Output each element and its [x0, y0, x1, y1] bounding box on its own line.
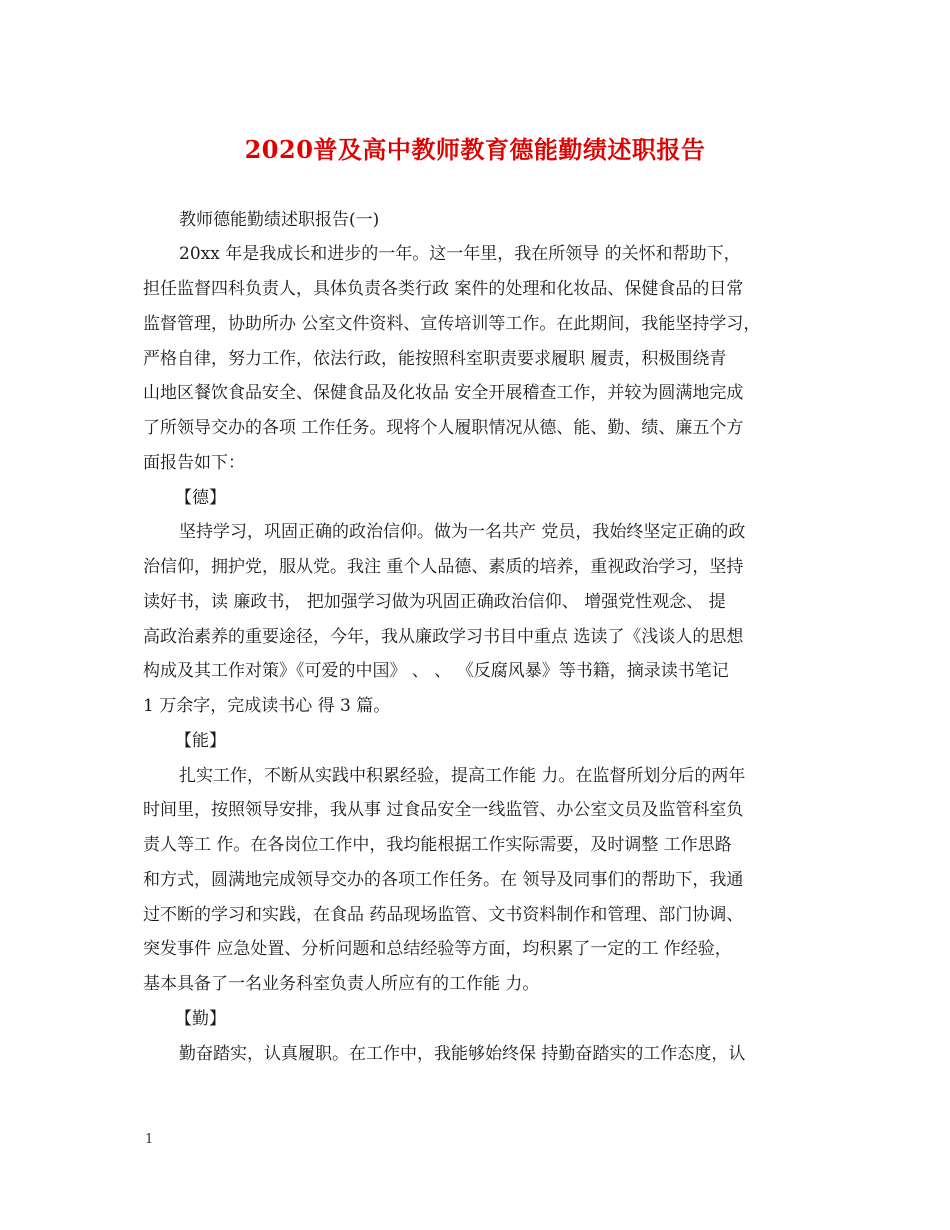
paragraph-line: 严格自律，努力工作，依法行政，能按照科室职责要求履职 履责，积极围绕青 [143, 349, 727, 369]
document-title: 2020普及高中教师教育德能勤绩述职报告 [244, 135, 706, 164]
paragraph-line: 责人等工 作。在各岗位工作中，我均能根据工作实际需要，及时调整 工作思路 [143, 835, 732, 855]
paragraph-line: 高政治素养的重要途径，今年，我从廉政学习书目中重点 选读了《浅谈人的思想 [143, 627, 744, 647]
paragraph-line: 担任监督四科负责人，具体负责各类行政 案件的处理和化妆品、保健食品的日常 [143, 279, 744, 299]
paragraph-line: 山地区餐饮食品安全、保健食品及化妆品 安全开展稽查工作，并较为圆满地完成 [143, 383, 744, 403]
paragraph-line: 20xx 年是我成长和进步的一年。这一年里，我在所领导 的关怀和帮助下， [179, 244, 741, 264]
section-heading-de: 【德】 [175, 488, 226, 508]
paragraph-line: 读好书，读 廉政书， 把加强学习做为巩固正确政治信仰、 增强党性观念、 提 [143, 592, 726, 612]
paragraph-line: 构成及其工作对策》《可爱的中国》 、 、 《反腐风暴》等书籍，摘录读书笔记 [143, 661, 729, 681]
paragraph-line: 时间里，按照领导安排，我从事 过食品安全一线监管、办公室文员及监管科室负 [143, 800, 744, 820]
page-number: 1 [145, 1132, 154, 1147]
paragraph-line: 坚持学习，巩固正确的政治信仰。做为一名共产 党员，我始终坚定正确的政 [179, 522, 746, 542]
paragraph-line: 突发事件 应急处置、分析问题和总结经验等方面，均积累了一定的工 作经验， [143, 939, 732, 959]
paragraph-line: 和方式，圆满地完成领导交办的各项工作任务。在 领导及同事们的帮助下，我通 [143, 870, 744, 890]
section-heading-neng: 【能】 [175, 731, 226, 751]
paragraph-line: 1 万余字，完成读书心 得 3 篇。 [143, 696, 391, 716]
paragraph-line: 勤奋踏实，认真履职。在工作中，我能够始终保 持勤奋踏实的工作态度，认 [179, 1044, 746, 1064]
paragraph-line: 基本具备了一名业务科室负责人所应有的工作能 力。 [143, 974, 540, 994]
paragraph-line: 治信仰，拥护党，服从党。我注 重个人品德、素质的培养，重视政治学习，坚持 [143, 557, 744, 577]
section-subtitle: 教师德能勤绩述职报告(一) [179, 210, 380, 230]
section-heading-qin: 【勤】 [175, 1009, 226, 1029]
paragraph-line: 监督管理，协助所办 公室文件资料、宣传培训等工作。在此期间，我能坚持学习， [143, 314, 761, 334]
paragraph-line: 过不断的学习和实践，在食品 药品现场监管、文书资料制作和管理、部门协调、 [143, 905, 744, 925]
paragraph-line: 了所领导交办的各项 工作任务。现将个人履职情况从德、能、勤、绩、廉五个方 [143, 418, 744, 438]
paragraph-line: 面报告如下： [143, 453, 245, 473]
paragraph-line: 扎实工作，不断从实践中积累经验，提高工作能 力。在监督所划分后的两年 [179, 766, 746, 786]
